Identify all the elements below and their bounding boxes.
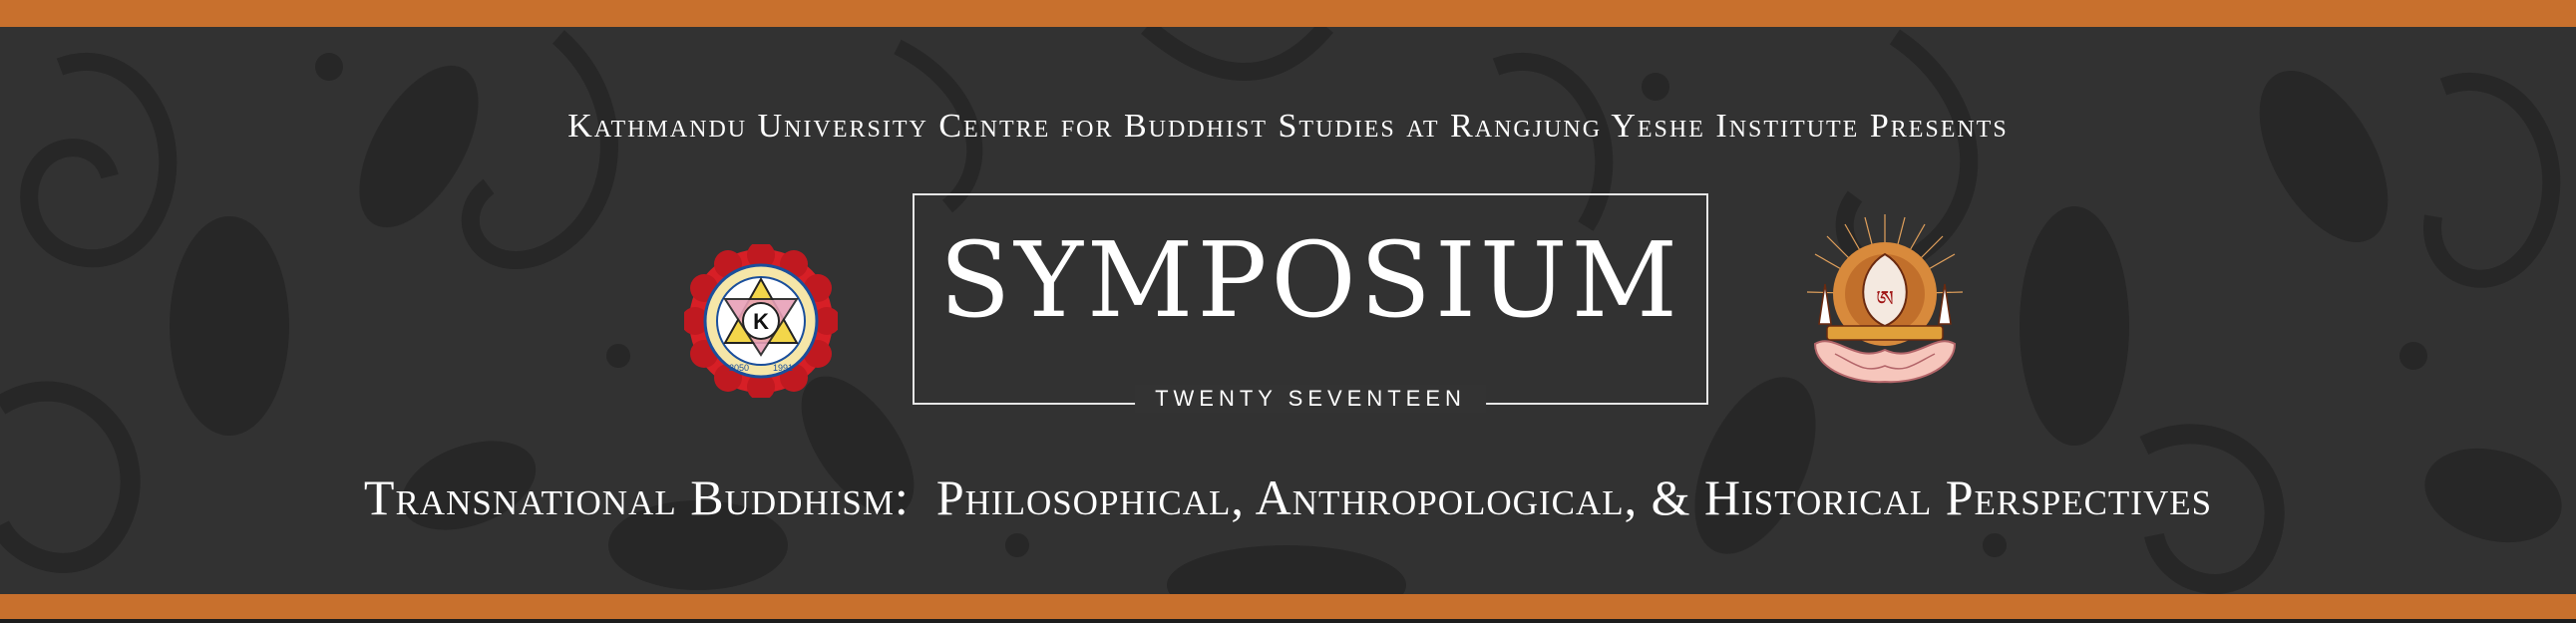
year-label: TWENTY SEVENTEEN	[1135, 385, 1486, 413]
kathmandu-university-seal-icon	[684, 244, 838, 398]
symposium-subtitle: Transnational Buddhism: Philosophical, Anthropological, & Historical Perspectives	[363, 469, 2213, 525]
top-orange-stripe	[0, 0, 2576, 27]
svg-text:2050: 2050	[728, 363, 750, 373]
svg-text:K: K	[753, 309, 769, 334]
rangjung-yeshe-institute-emblem-icon	[1805, 214, 1965, 386]
svg-text:ཨ: ཨ	[1876, 287, 1894, 312]
page-title: SYMPOSIUM	[938, 219, 1682, 341]
svg-text:1991: 1991	[772, 363, 794, 373]
bottom-orange-stripe	[0, 594, 2576, 623]
title-frame	[913, 193, 1708, 411]
presenter-line: Kathmandu University Centre for Buddhist Studies at Rangjung Yeshe Institute Presents	[567, 108, 2009, 145]
